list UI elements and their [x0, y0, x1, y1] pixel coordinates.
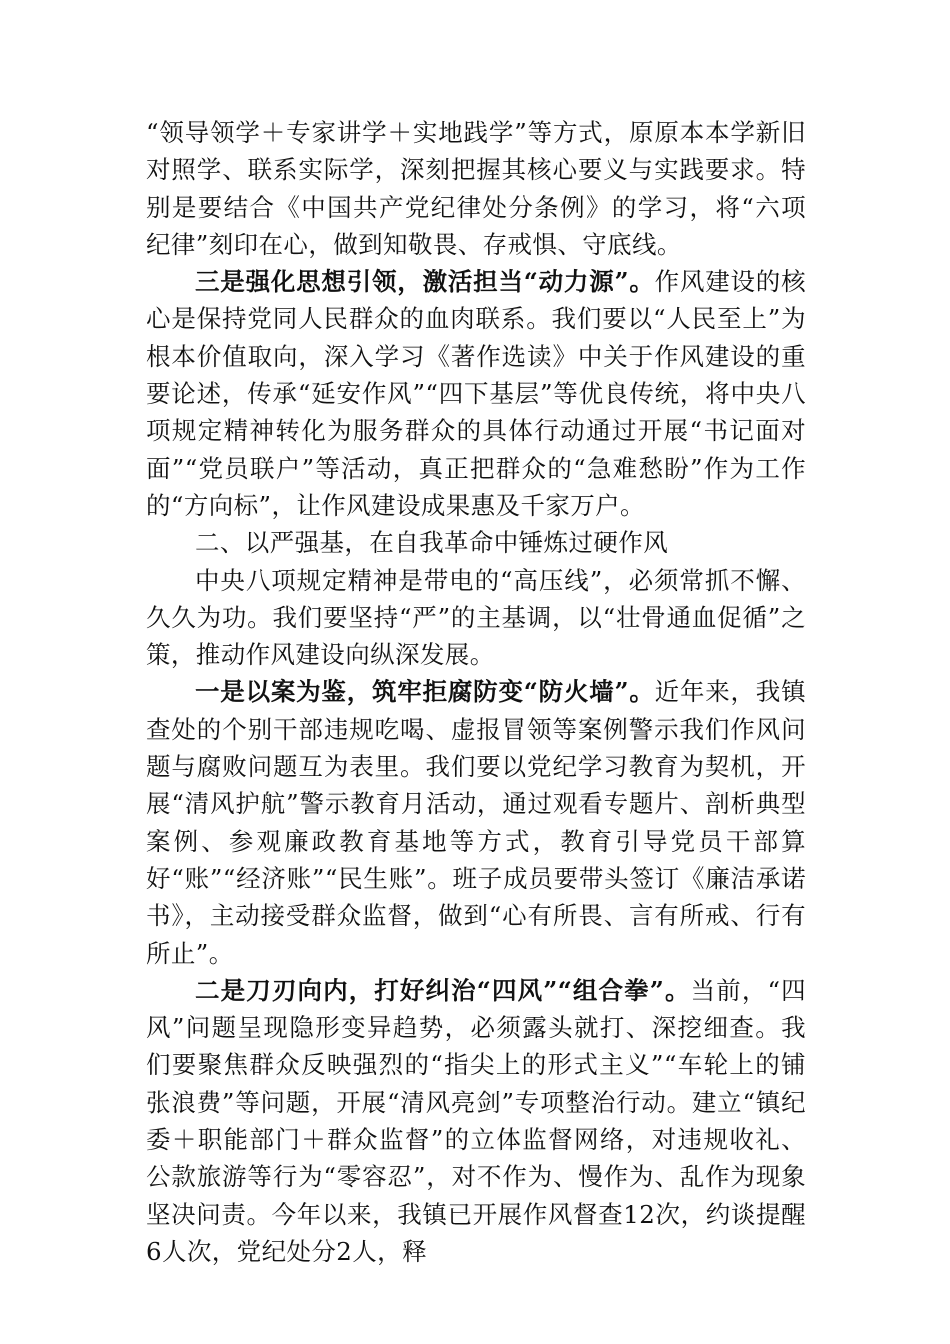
paragraph-four-winds: [146, 972, 806, 1270]
section-heading-2: 二、以严强基，在自我革命中锤炼过硬作风: [195, 528, 669, 558]
paragraph-body-text: 近年来，我镇查处的个别干部违规吃喝、虚报冒领等案例警示我们作风问题与腐败问题互为表里。我们要以党纪学习教育为契机，开展“清风护航”警示教育月活动，通过观看专题片、剖析典型案例、参观廉政教育基地等方式，教育引导党员干部算好“账”“经济账”“民生账”。班子成员要带头签订《廉洁承诺书》，主动接受群众监督，做到“心有所畏、言有所戒、行有所止”。: [146, 677, 806, 968]
paragraph-eight-rules: 中央八项规定精神是带电的“高压线”，必须常抓不懈、久久为功。我们要坚持“严”的主基调，以“壮骨通血促循”之策，推动作风建设向纵深发展。: [146, 565, 806, 670]
paragraph-thought-guidance: [146, 263, 806, 524]
document-body: [146, 114, 806, 1270]
paragraph-lead-heading: 一是以案为鉴，筑牢拒腐防变“防火墙”。: [195, 677, 655, 707]
paragraph-body-text: 作风建设的核心是保持党同人民群众的血肉联系。我们要以“人民至上”为根本价值取向，深入学习《著作选读》中关于作风建设的重要论述，传承“延安作风”“四下基层”等优良传统，将中央八项规定精神转化为服务群众的具体行动通过开展“书记面对面”“党员联户”等活动，真正把群众的“急难愁盼”作为工作的“方向标”，让作风建设成果惠及千家万户。: [146, 267, 806, 520]
paragraph-lead-heading: 二是刀刃向内，打好纠治“四风”“组合拳”。: [195, 975, 691, 1005]
paragraph-lead-heading: 三是强化思想引领，激活担当“动力源”。: [195, 267, 655, 297]
paragraph-body-text: 当前，“四风”问题呈现隐形变异趋势，必须露头就打、深挖细查。我们要聚焦群众反映强烈的“指尖上的形式主义”“车轮上的铺张浪费”等问题，开展“清风亮剑”专项整治行动。建立“镇纪委＋职能部门＋群众监督”的立体监督网络，对违规收礼、公款旅游等行为“零容忍”，对不作为、慢作为、乱作为现象坚决问责。今年以来，我镇已开展作风督查12次，约谈提醒6人次，党纪处分2人，释: [146, 975, 806, 1266]
paragraph-case-warning: [146, 673, 806, 971]
paragraph-study-methods: “领导领学＋专家讲学＋实地践学”等方式，原原本本学新旧对照学、联系实际学，深刻把握其核心要义与实践要求。特别是要结合《中国共产党纪律处分条例》的学习，将“六项纪律”刻印在心，做到知敬畏、存戒惧、守底线。: [146, 118, 806, 259]
